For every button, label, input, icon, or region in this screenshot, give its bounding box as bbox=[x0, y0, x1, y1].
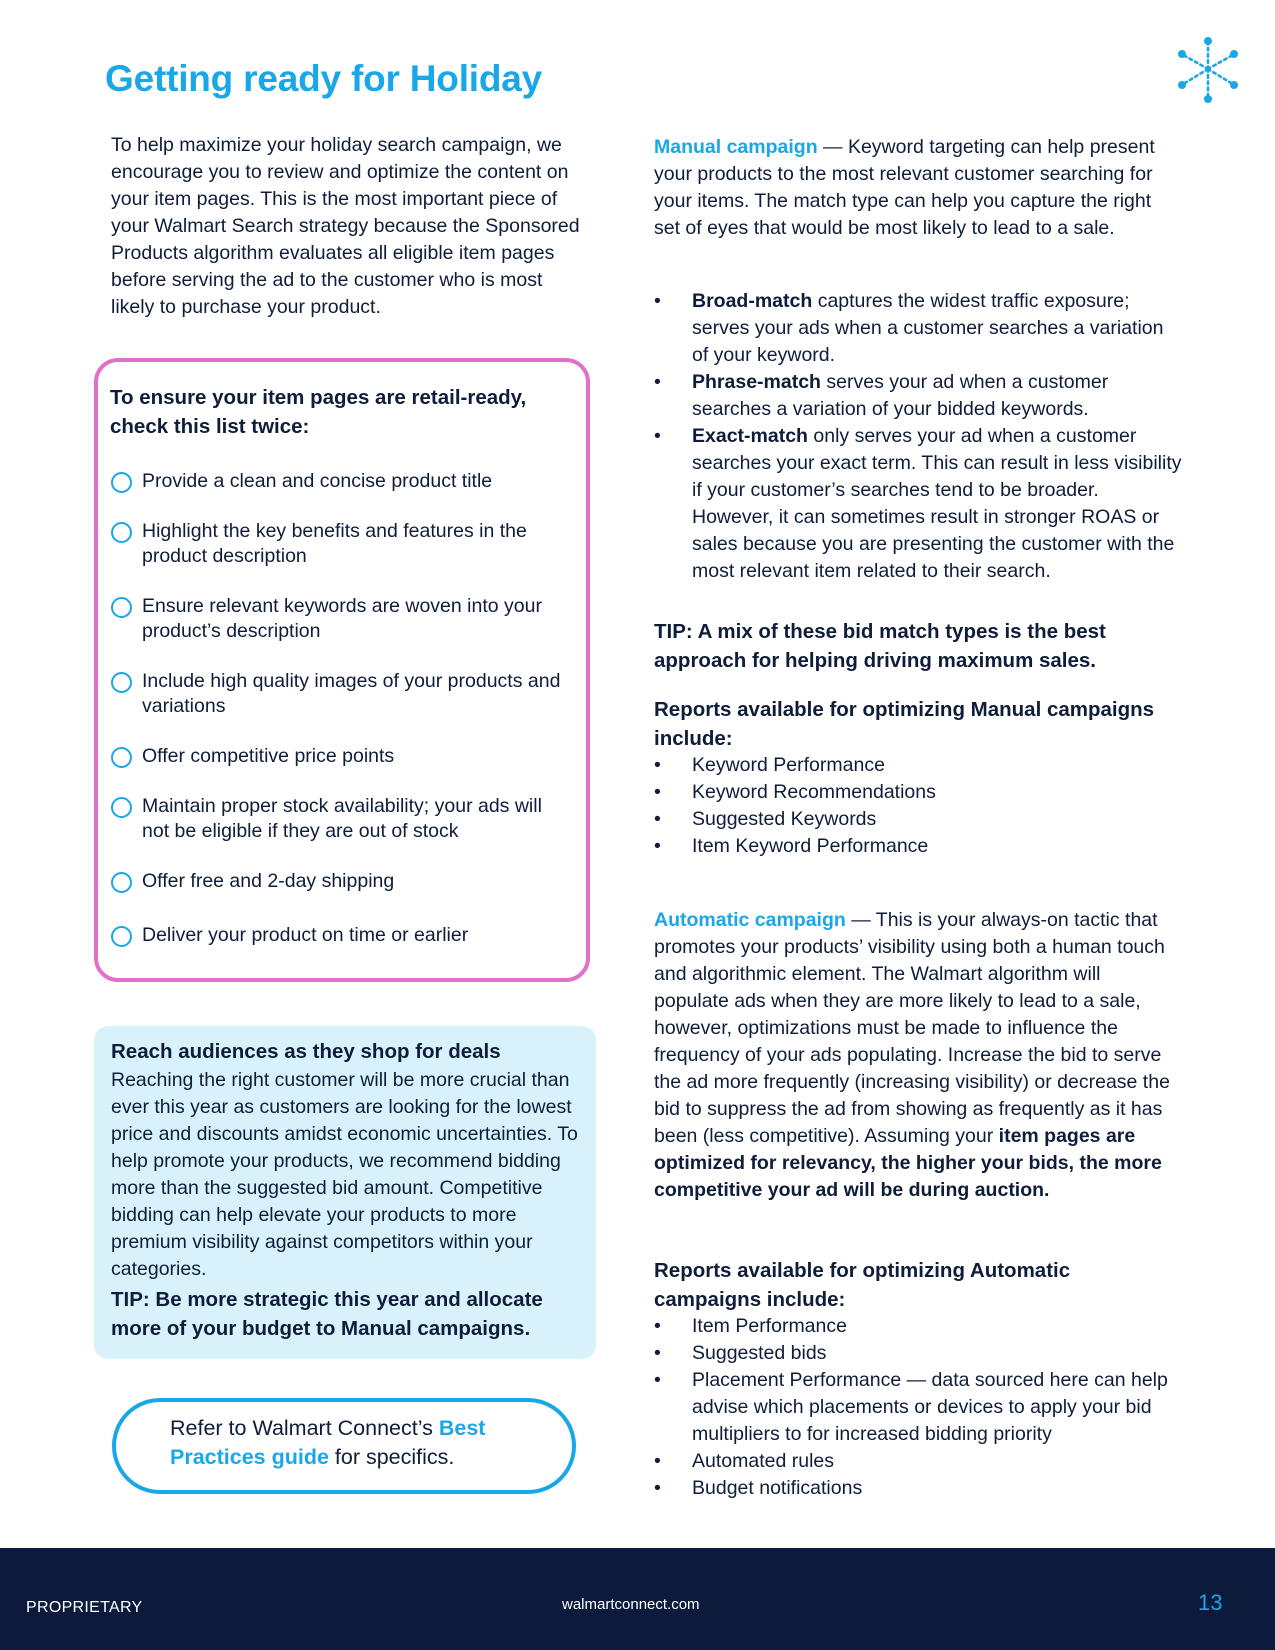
report-name: Item Performance bbox=[692, 1315, 847, 1337]
list-item bbox=[654, 1340, 1184, 1367]
report-name: Budget notifications bbox=[692, 1477, 863, 1499]
refer-prefix: Refer to Walmart Connect’s bbox=[170, 1416, 439, 1440]
page-title: Getting ready for Holiday bbox=[105, 58, 543, 99]
checklist-item-text: Ensure relevant keywords are woven into your product’s description bbox=[142, 595, 542, 642]
match-desc: serves your ad when a customer searches a variation of your bidded keywords. bbox=[692, 371, 1109, 420]
manual-reports-heading: Reports available for optimizing Manual campaigns include: bbox=[654, 698, 1155, 750]
report-name: Placement Performance — data sourced here can help advise which placements or devices to apply your bid multipliers to for increased bidding priority bbox=[692, 1369, 1168, 1445]
report-name: Item Keyword Performance bbox=[692, 835, 929, 857]
bullet-icon: • bbox=[654, 290, 661, 312]
checklist-item-text: Provide a clean and concise product title bbox=[142, 470, 493, 492]
report-name: Suggested Keywords bbox=[692, 808, 877, 830]
report-name: Keyword Performance bbox=[692, 754, 885, 776]
automatic-campaign-emphasis: item pages are optimized for relevancy, the higher your bids, the more competitive your ad will be during auction. bbox=[654, 1125, 1162, 1201]
checklist-item-text: Highlight the key benefits and features in the product description bbox=[142, 520, 527, 567]
bullet-icon: • bbox=[654, 1369, 661, 1391]
list-item bbox=[654, 833, 1184, 860]
automatic-reports-heading: Reports available for optimizing Automatic campaigns include: bbox=[654, 1259, 1071, 1311]
bullet-icon: • bbox=[654, 781, 661, 803]
list-item bbox=[654, 752, 1184, 779]
bullet-icon: • bbox=[654, 1477, 661, 1499]
checklist-item-text: Include high quality images of your products and variations bbox=[142, 670, 561, 717]
match-desc: only serves your ad when a customer searches your exact term. This can result in less visibility if your customer’s searches tend to be broader. However, it can sometimes result in stronger ROAS or sales because you are presenting the customer with the most relevant item related to their search. bbox=[692, 425, 1182, 582]
bullet-icon: • bbox=[654, 835, 661, 857]
match-term: Phrase-match bbox=[692, 371, 821, 393]
deals-body: Reaching the right customer will be more crucial than ever this year as customers are looking for the lowest price and discounts amidst economic uncertainties. To help promote your products, we recommend bidding more than the suggested bid amount. Competitive bidding can help elevate your products to more premium visibility against competitors within your categories. bbox=[111, 1069, 578, 1280]
list-item bbox=[654, 1367, 1184, 1448]
circle-checkbox-icon[interactable] bbox=[111, 747, 132, 768]
list-item bbox=[654, 1475, 1184, 1502]
list-item bbox=[654, 369, 1184, 423]
report-name: Automated rules bbox=[692, 1450, 834, 1472]
bullet-icon: • bbox=[654, 1450, 661, 1472]
best-practices-link[interactable]: Best Practices guide bbox=[170, 1416, 486, 1469]
bullet-icon: • bbox=[654, 425, 661, 447]
automatic-reports-list bbox=[654, 1313, 1184, 1502]
circle-checkbox-icon[interactable] bbox=[111, 797, 132, 818]
list-item bbox=[654, 806, 1184, 833]
intro-paragraph: To help maximize your holiday search campaign, we encourage you to review and optimize the content on your item pages. This is the most important piece of your Walmart Search strategy because the Sponsored Products algorithm evaluates all eligible item pages before serving the ad to the customer who is most likely to purchase your product. bbox=[111, 134, 580, 318]
list-item bbox=[654, 1448, 1184, 1475]
match-term: Broad-match bbox=[692, 290, 813, 312]
automatic-campaign-paragraph bbox=[654, 907, 1174, 1204]
list-item bbox=[654, 779, 1184, 806]
list-item bbox=[654, 423, 1184, 585]
circle-checkbox-icon[interactable] bbox=[111, 597, 132, 618]
page-number: 13 bbox=[1198, 1590, 1223, 1615]
circle-checkbox-icon[interactable] bbox=[111, 872, 132, 893]
manual-campaign-paragraph bbox=[654, 134, 1174, 242]
footer bbox=[0, 1548, 1275, 1650]
match-term: Exact-match bbox=[692, 425, 808, 447]
circle-checkbox-icon[interactable] bbox=[111, 672, 132, 693]
match-desc: captures the widest traffic exposure; serves your ads when a customer searches a variation of your keyword. bbox=[692, 290, 1164, 366]
deals-content bbox=[111, 1038, 581, 1343]
circle-checkbox-icon[interactable] bbox=[111, 926, 132, 947]
bullet-icon: • bbox=[654, 754, 661, 776]
list-item bbox=[654, 288, 1184, 369]
spark-icon bbox=[1175, 36, 1241, 104]
deals-tip: TIP: Be more strategic this year and allocate more of your budget to Manual campaigns. bbox=[111, 1288, 543, 1340]
list-item bbox=[654, 1313, 1184, 1340]
checklist-heading: To ensure your item pages are retail-ready, check this list twice: bbox=[110, 386, 527, 438]
bullet-icon: • bbox=[654, 808, 661, 830]
deals-title: Reach audiences as they shop for deals bbox=[111, 1040, 501, 1063]
manual-campaign-body: — Keyword targeting can help present your products to the most relevant customer searching for your items. The match type can help you capture the right set of eyes that would be most likely to lead to a sale. bbox=[654, 136, 1155, 239]
report-name: Suggested bids bbox=[692, 1342, 827, 1364]
circle-checkbox-icon[interactable] bbox=[111, 522, 132, 543]
bullet-icon: • bbox=[654, 1342, 661, 1364]
footer-website-link[interactable]: walmartconnect.com bbox=[562, 1596, 700, 1613]
circle-checkbox-icon[interactable] bbox=[111, 472, 132, 493]
manual-reports-list bbox=[654, 752, 1184, 860]
report-name: Keyword Recommendations bbox=[692, 781, 936, 803]
manual-tip: TIP: A mix of these bid match types is the best approach for helping driving maximum sales. bbox=[654, 620, 1106, 672]
bullet-icon: • bbox=[654, 1315, 661, 1337]
manual-campaign-link[interactable]: Manual campaign bbox=[654, 136, 818, 158]
checklist-item-text: Offer competitive price points bbox=[142, 745, 395, 767]
checklist-item-text: Offer free and 2-day shipping bbox=[142, 870, 395, 892]
automatic-campaign-link[interactable]: Automatic campaign bbox=[654, 909, 846, 931]
checklist-item-text: Maintain proper stock availability; your ads will not be eligible if they are out of stock bbox=[142, 795, 542, 842]
bullet-icon: • bbox=[654, 371, 661, 393]
automatic-campaign-body: — This is your always-on tactic that promotes your products’ visibility using both a human touch and algorithmic element. The Walmart algorithm will populate ads when they are more likely to lead to a sale, however, optimizations must be made to influence the frequency of your ads populating. Increase the bid to serve the ad more frequently (increasing visibility) or decrease the bid to suppress the ad from showing as frequently as it has been (less competitive). Assuming your bbox=[654, 909, 1170, 1147]
refer-text bbox=[170, 1414, 550, 1472]
match-type-list bbox=[654, 288, 1184, 585]
refer-suffix: for specifics. bbox=[328, 1445, 455, 1469]
checklist-item-text: Deliver your product on time or earlier bbox=[142, 924, 469, 946]
footer-proprietary: PROPRIETARY bbox=[26, 1599, 143, 1616]
